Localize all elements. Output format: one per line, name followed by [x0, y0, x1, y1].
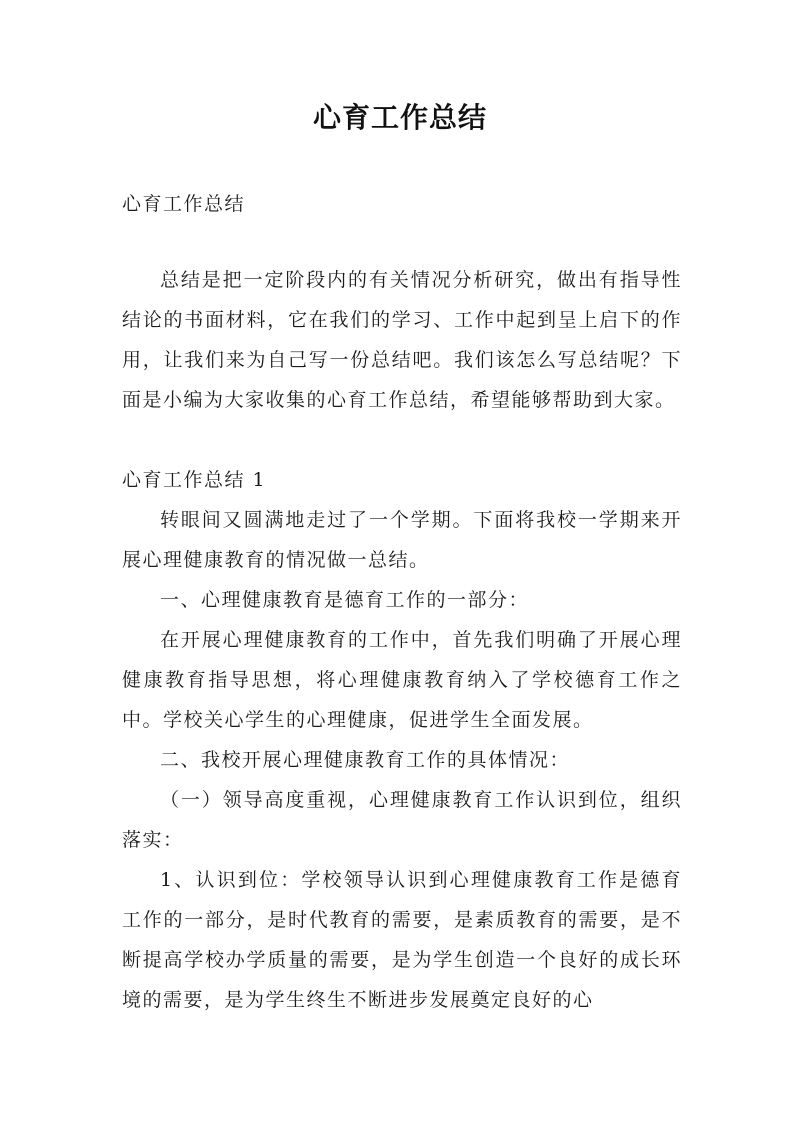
body-paragraph: 转眼间又圆满地走过了一个学期。下面将我校一学期来开展心理健康教育的情况做一总结。 [122, 509, 682, 571]
section-heading: 心育工作总结 1 [122, 469, 267, 491]
body-paragraph: 在开展心理健康教育的工作中，首先我们明确了开展心理健康教育指导思想，将心理健康教育纳入了学校德育工作之中。学校关心学生的心理健康，促进学生全面发展。 [122, 629, 682, 731]
body-paragraph: 一、心理健康教育是德育工作的一部分： [160, 589, 530, 611]
intro-paragraph: 总结是把一定阶段内的有关情况分析研究，做出有指导性结论的书面材料，它在我们的学习、工作中起到呈上启下的作用，让我们来为自己写一份总结吧。我们该怎么写总结呢？下面是小编为大家收集的心育工作总结，希望能够帮助到大家。 [122, 269, 682, 411]
body-paragraph: （一）领导高度重视，心理健康教育工作认识到位，组织落实： [122, 789, 682, 851]
body-paragraph: 二、我校开展心理健康教育工作的具体情况： [160, 749, 571, 771]
spacer [122, 420, 682, 460]
document-title: 心育工作总结 [312, 101, 487, 134]
document-subtitle: 心育工作总结 [122, 193, 246, 215]
spacer [122, 224, 682, 260]
document-body [122, 184, 682, 1020]
body-paragraph: 1、认识到位：学校领导认识到心理健康教育工作是德育工作的一部分，是时代教育的需要，是素质教育的需要，是不断提高学校办学质量的需要，是为学生创造一个良好的成长环境的需要，是为学生终生不断进步发展奠定良好的心 [122, 869, 682, 1011]
